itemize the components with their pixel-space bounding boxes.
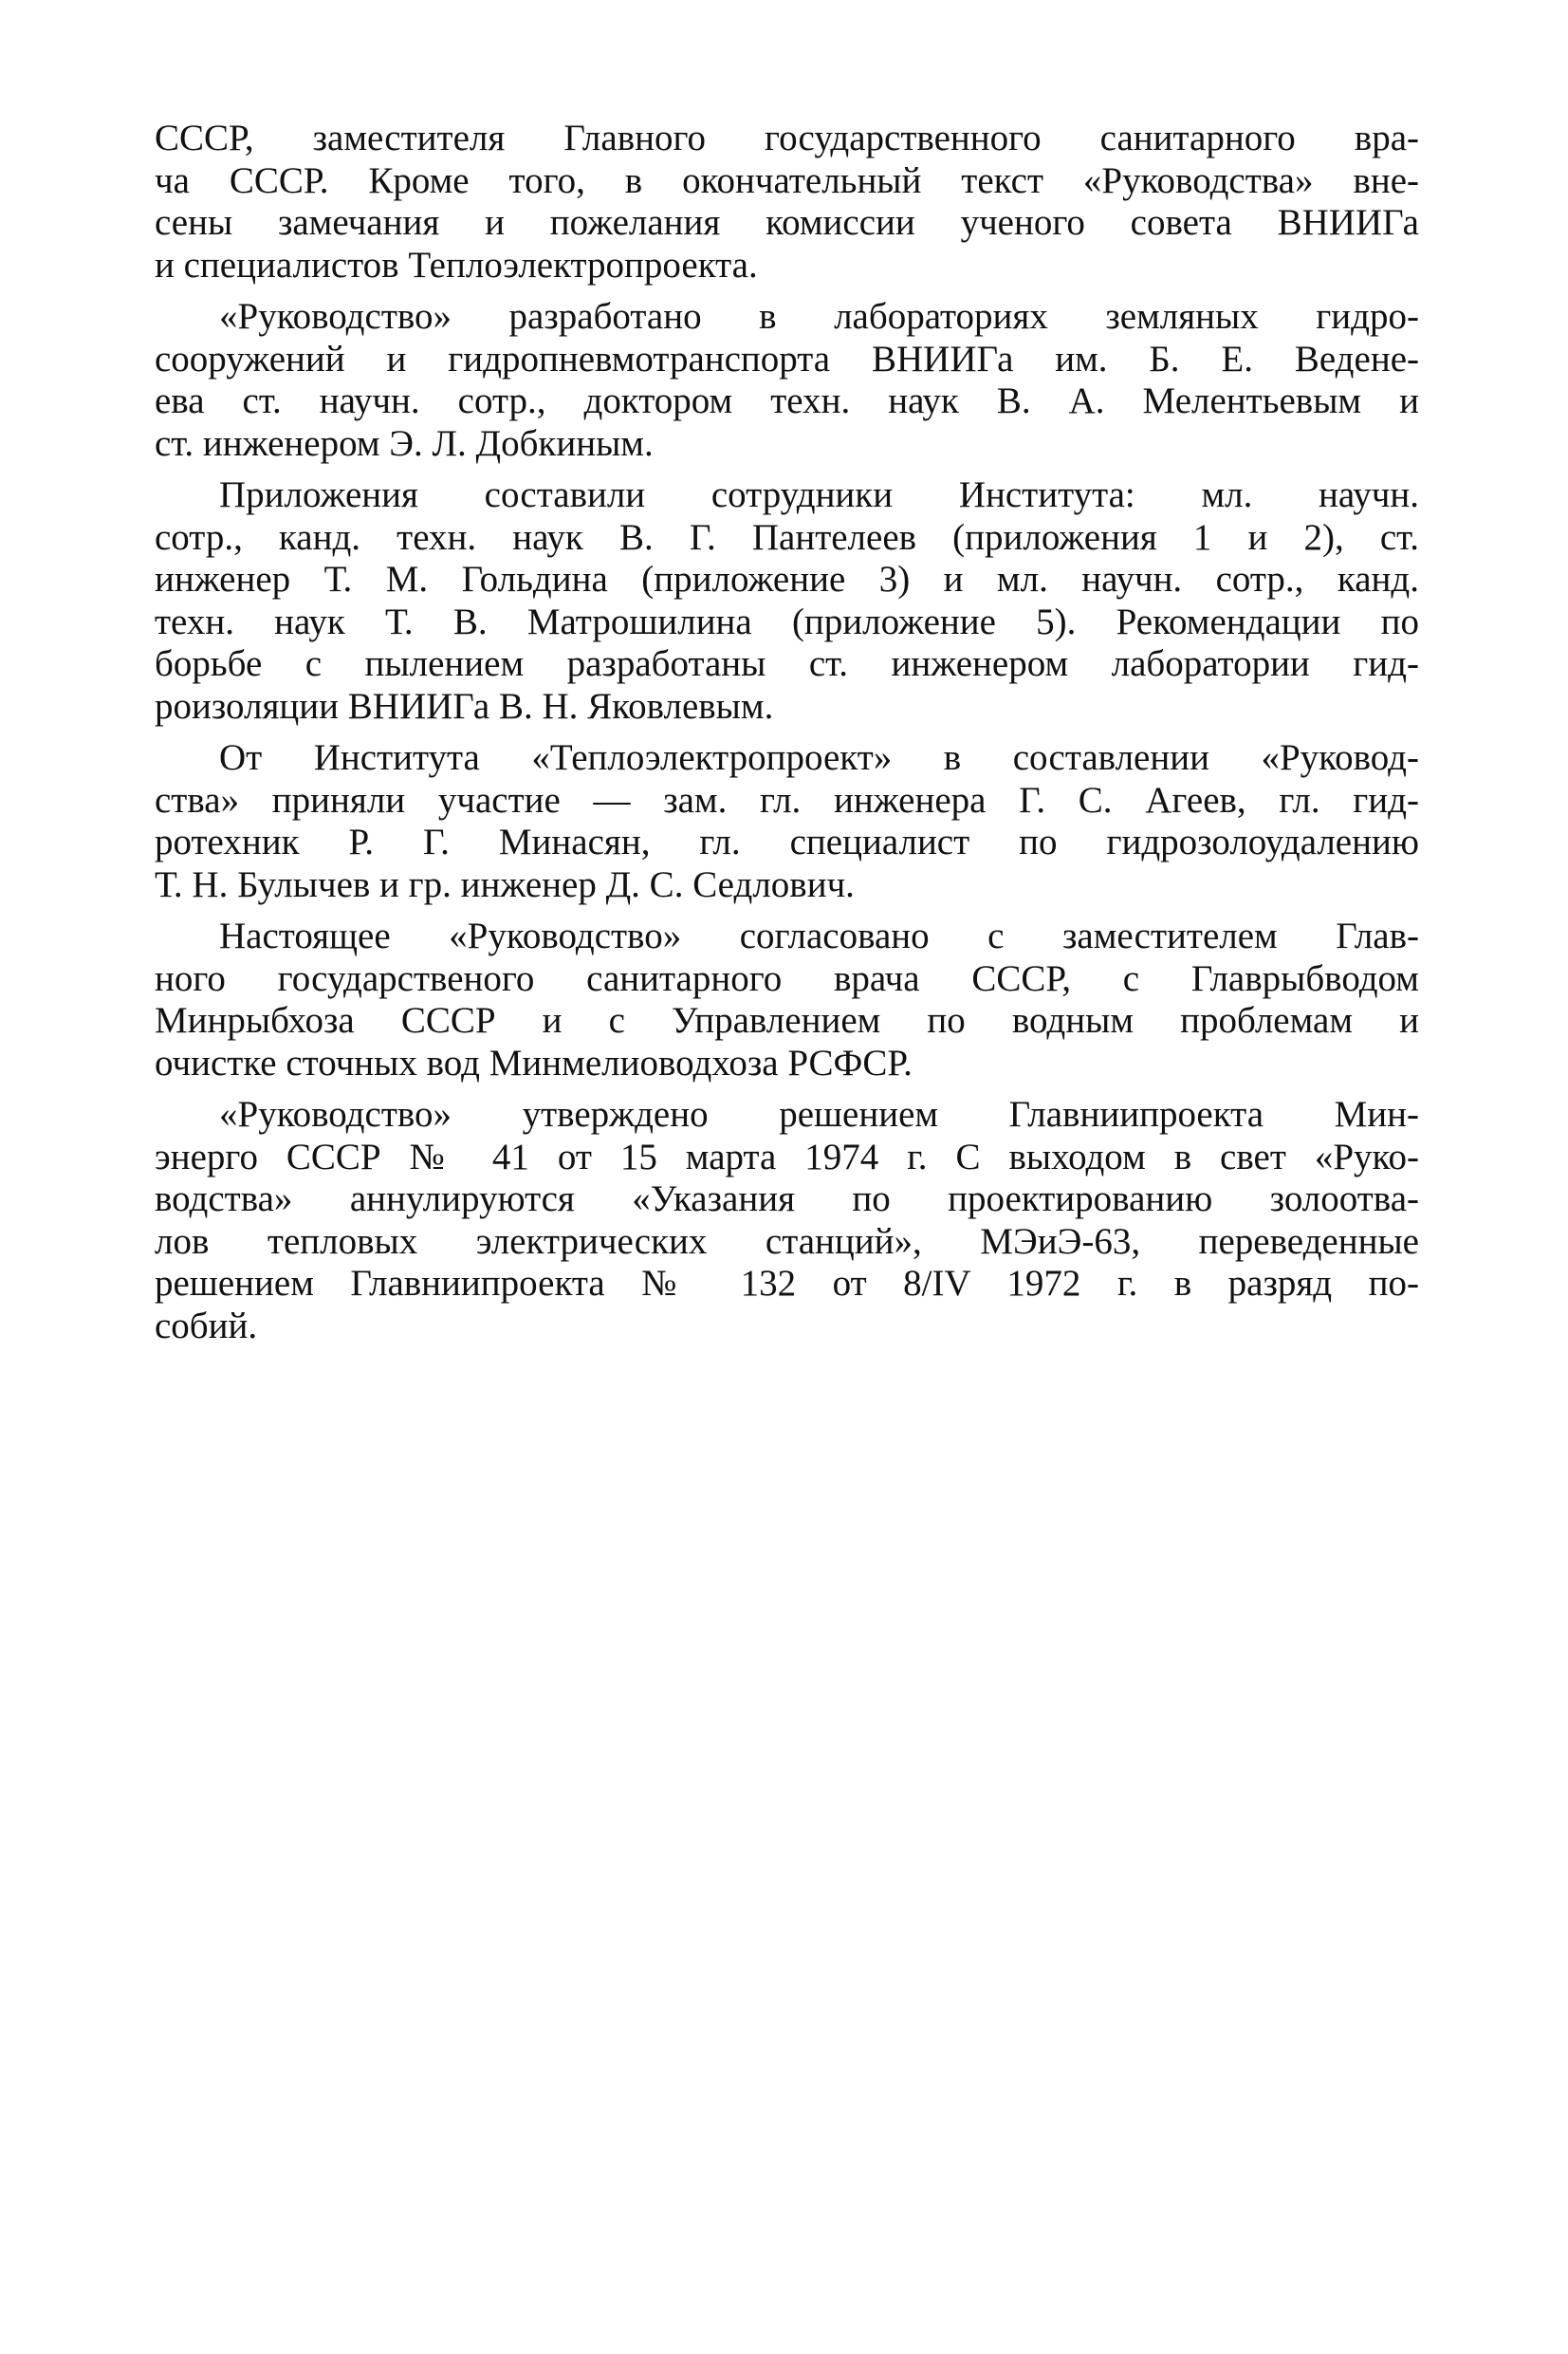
paragraph-1-line-1: СССР, заместителя Главного государственного санитарного вра-: [155, 118, 1419, 158]
paragraph-1-line-4: и специалистов Теплоэлектропроекта.: [155, 244, 758, 286]
paragraph-2-line-2: сооружений и гидропневмотранспорта ВНИИГа им. Б. Е. Веденe-: [155, 338, 1419, 380]
paragraph-6-line-1: «Руководство» утверждено решением Главниипроекта Мин-: [219, 1094, 1419, 1135]
paragraph-5-line-3: Минрыбхоза СССР и с Управлением по водным проблемам и: [155, 1000, 1419, 1041]
paragraph-6-line-2: энерго СССР № 41 от 15 марта 1974 г. С выходом в свет «Руко-: [155, 1136, 1419, 1177]
paragraph-4-line-4: Т. Н. Булычев и гр. инженер Д. С. Седлович.: [155, 863, 855, 905]
paragraph-3-line-2: сотр., канд. техн. наук В. Г. Пантелеев (приложения 1 и 2), ст.: [155, 516, 1419, 558]
paragraph-5-line-4: очистке сточных вод Минмелиоводхоза РСФСР.: [155, 1042, 913, 1084]
paragraph-1-line-3: сены замечания и пожелания комиссии ученого совета ВНИИГа: [155, 202, 1419, 243]
paragraph-6-line-3: водства» аннулируются «Указания по проектированию золоотва-: [155, 1178, 1419, 1219]
paragraph-2-line-3: ева ст. научн. сотр., доктором техн. наук В. А. Мелентьевым и: [155, 380, 1419, 421]
paragraph-4-line-1: От Института «Теплоэлектропроект» в составлении «Руковод-: [219, 737, 1419, 778]
paragraph-4-line-2: ства» приняли участие — зам. гл. инженера Г. С. Агеев, гл. гид-: [155, 779, 1419, 821]
paragraph-3-line-3: инженер Т. М. Гольдина (приложение 3) и мл. научн. сотр., канд.: [155, 559, 1419, 600]
paragraph-6-line-4: лов тепловых электрических станций», МЭиЭ-63, переведенные: [155, 1220, 1419, 1262]
paragraph-2-line-1: «Руководство» разработано в лабораториях земляных гидро-: [219, 296, 1419, 337]
paragraph-3-line-4: техн. наук Т. В. Матрошилина (приложение 5). Рекомендации по: [155, 601, 1419, 642]
body-text: [155, 118, 1419, 1357]
paragraph-3-line-5: борьбе с пылением разработаны ст. инженером лаборатории гид-: [155, 643, 1419, 684]
paragraph-6-line-6: собий.: [155, 1305, 258, 1346]
paragraph-4-line-3: ротехник Р. Г. Минасян, гл. специалист по гидрозолоудалению: [155, 822, 1419, 862]
paragraph-2-line-4: ст. инженером Э. Л. Добкиным.: [155, 422, 654, 464]
paragraph-6-line-5: решением Главниипроекта № 132 от 8/IV 1972 г. в разряд по-: [155, 1263, 1419, 1304]
paragraph-1-line-2: ча СССР. Кроме того, в окончательный текст «Руководства» вне-: [155, 159, 1419, 201]
paragraph-5-line-1: Настоящее «Руководство» согласовано с заместителем Глав-: [219, 916, 1419, 956]
paragraph-3-line-1: Приложения составили сотрудники Института: мл. научн.: [219, 474, 1419, 515]
paragraph-3-line-6: роизоляции ВНИИГа В. Н. Яковлевым.: [155, 685, 774, 727]
paragraph-5-line-2: ного государственого санитарного врача СССР, с Главрыбводом: [155, 957, 1419, 999]
